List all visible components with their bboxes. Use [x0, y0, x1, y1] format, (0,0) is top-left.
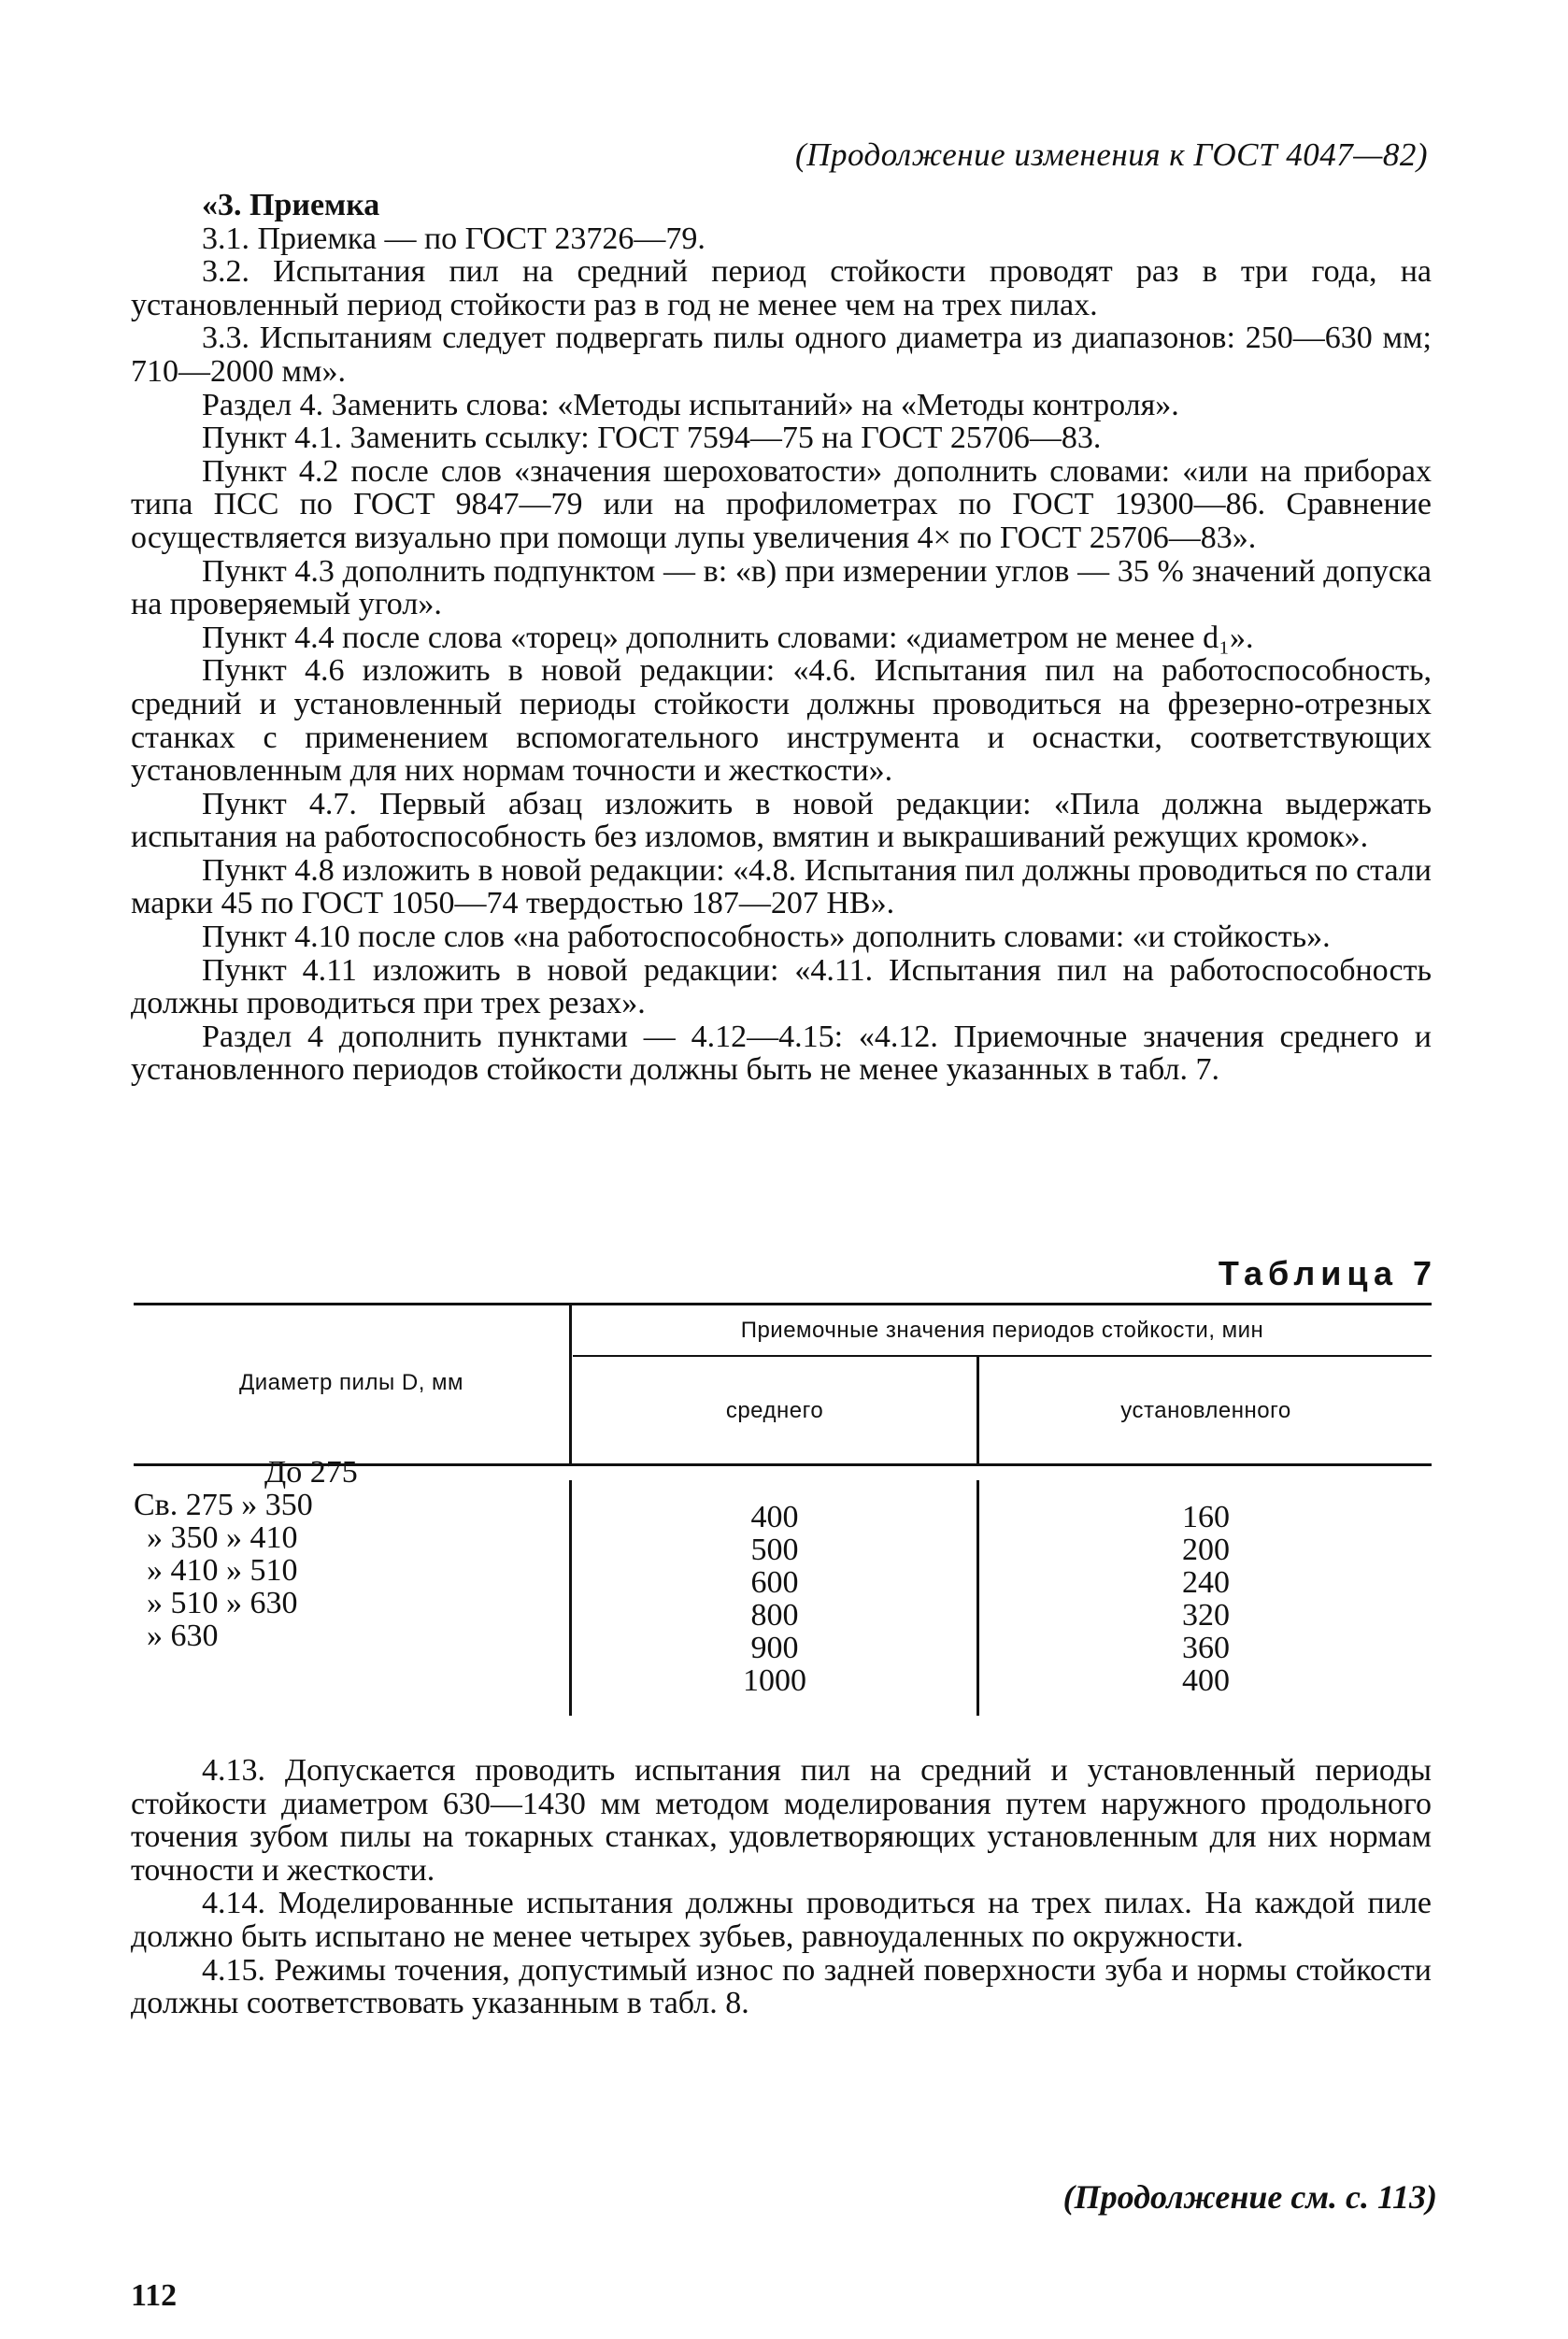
- mean-cell: 500: [750, 1533, 799, 1567]
- diameter-cell: » 350 » 410: [147, 1520, 298, 1555]
- paragraph: Раздел 4. Заменить слова: «Методы испытаний» на «Методы контроля».: [202, 387, 1179, 422]
- paragraph: Пункт 4.3 дополнить подпунктом — в: «в) при измерении углов — 35 % значений допуска на проверяемый угол».: [131, 553, 1432, 622]
- set-cell: 320: [1182, 1598, 1230, 1633]
- paragraph: 3.2. Испытания пил на средний период стойкости проводят раз в три года, на установленный период стойкости раз в год не менее чем на трех пилах.: [131, 254, 1432, 322]
- paragraph: 4.15. Режимы точения, допустимый износ по задней поверхности зуба и нормы стойкости должны соответствовать указанным в табл. 8.: [131, 1952, 1432, 2021]
- diameter-cell: Св. 275 » 350: [134, 1488, 313, 1522]
- section-heading: «3. Приемка: [202, 188, 380, 222]
- diameter-column: [134, 1456, 563, 1652]
- set-column: [980, 1501, 1432, 1697]
- mean-cell: 400: [750, 1500, 799, 1534]
- set-cell: 200: [1182, 1533, 1230, 1567]
- set-header: установленного: [1120, 1398, 1291, 1423]
- mean-header: среднего: [725, 1398, 824, 1423]
- paragraph: Пункт 4.1. Заменить ссылку: ГОСТ 7594—75 на ГОСТ 25706—83.: [202, 421, 1102, 456]
- table-7: [134, 1303, 1432, 1723]
- main-text: [131, 189, 1432, 1087]
- diameter-cell: » 630: [147, 1619, 219, 1653]
- set-cell: 360: [1182, 1631, 1230, 1665]
- body-subdivider: [976, 1480, 979, 1716]
- continuation-header: (Продолжение изменения к ГОСТ 4047—82): [795, 136, 1428, 173]
- diameter-cell: » 410 » 510: [147, 1553, 298, 1588]
- set-cell: 160: [1182, 1500, 1230, 1534]
- paragraph: Пункт 4.6 изложить в новой редакции: «4.6. Испытания пил на работоспособность, средний и установленный периоды стойкости должны проводиться на фрезерно-отрезных станках с применением вспомогательного инструмента и оснастки, соответствующих установленным для них нормам точности и жесткости».: [131, 653, 1432, 789]
- post-table-text: [131, 1754, 1432, 2020]
- table-caption: Таблица 7: [1218, 1254, 1437, 1292]
- paragraph: Пункт 4.7. Первый абзац изложить в новой редакции: «Пила должна выдержать испытания на работоспособность без изломов, вмятин и выкрашиваний режущих кромок».: [131, 786, 1432, 855]
- mean-cell: 1000: [743, 1663, 806, 1698]
- diameter-cell: До 275: [264, 1455, 358, 1490]
- paragraph: Раздел 4 дополнить пунктами — 4.12—4.15: «4.12. Приемочные значения среднего и установленного периодов стойкости должны быть не менее указанных в табл. 7.: [131, 1019, 1432, 1088]
- group-header: Приемочные значения периодов стойкости, мин: [740, 1318, 1264, 1343]
- paragraph: Пункт 4.2 после слов «значения шероховатости» дополнить словами: «или на приборах типа ПСС по ГОСТ 9847—79 или на профилометрах по ГОСТ 19300—86. Сравнение осуществляется визуально при помощи лупы увеличения 4× по ГОСТ 25706—83».: [131, 453, 1432, 555]
- group-header-rule: [573, 1355, 1432, 1357]
- paragraph: 3.1. Приемка — по ГОСТ 23726—79.: [202, 221, 706, 256]
- diameter-cell: » 510 » 630: [147, 1586, 298, 1620]
- mean-cell: 600: [750, 1565, 799, 1600]
- paragraph: Пункт 4.8 изложить в новой редакции: «4.8. Испытания пил должны проводиться по стали марки 45 по ГОСТ 1050—74 твердостью 187—207 НВ».: [131, 852, 1432, 921]
- page-number: 112: [131, 2278, 178, 2313]
- header-subdivider: [976, 1357, 979, 1463]
- paragraph: Пункт 4.4 после слова «торец» дополнить словами: «диаметром не менее d₁».: [202, 620, 1254, 655]
- diameter-header: Диаметр пилы D, мм: [238, 1370, 464, 1395]
- continuation-footer: (Продолжение см. с. 113): [1062, 2178, 1437, 2216]
- table-top-rule: [134, 1303, 1432, 1305]
- mean-column: [573, 1501, 976, 1697]
- body-divider: [569, 1480, 572, 1716]
- paragraph: 4.14. Моделированные испытания должны проводиться на трех пилах. На каждой пиле должно быть испытано не менее четырех зубьев, равноудаленных по окружности.: [131, 1886, 1432, 1954]
- header-divider: [569, 1303, 572, 1463]
- paragraph: Пункт 4.11 изложить в новой редакции: «4.11. Испытания пил на работоспособность должны проводиться при трех резах».: [131, 952, 1432, 1021]
- paragraph: 3.3. Испытаниям следует подвергать пилы одного диаметра из диапазонов: 250—630 мм; 710—2000 мм».: [131, 321, 1432, 389]
- set-cell: 400: [1182, 1663, 1230, 1698]
- paragraph: Пункт 4.10 после слов «на работоспособность» дополнить словами: «и стойкость».: [202, 920, 1331, 955]
- paragraph: 4.13. Допускается проводить испытания пил на средний и установленный периоды стойкости диаметром 630—1430 мм методом моделирования путем наружного продольного точения зубом пилы на токарных станках, удовлетворяющих установленным для них нормам точности и жесткости.: [131, 1753, 1432, 1888]
- mean-cell: 900: [750, 1631, 799, 1665]
- mean-cell: 800: [750, 1598, 799, 1633]
- set-cell: 240: [1182, 1565, 1230, 1600]
